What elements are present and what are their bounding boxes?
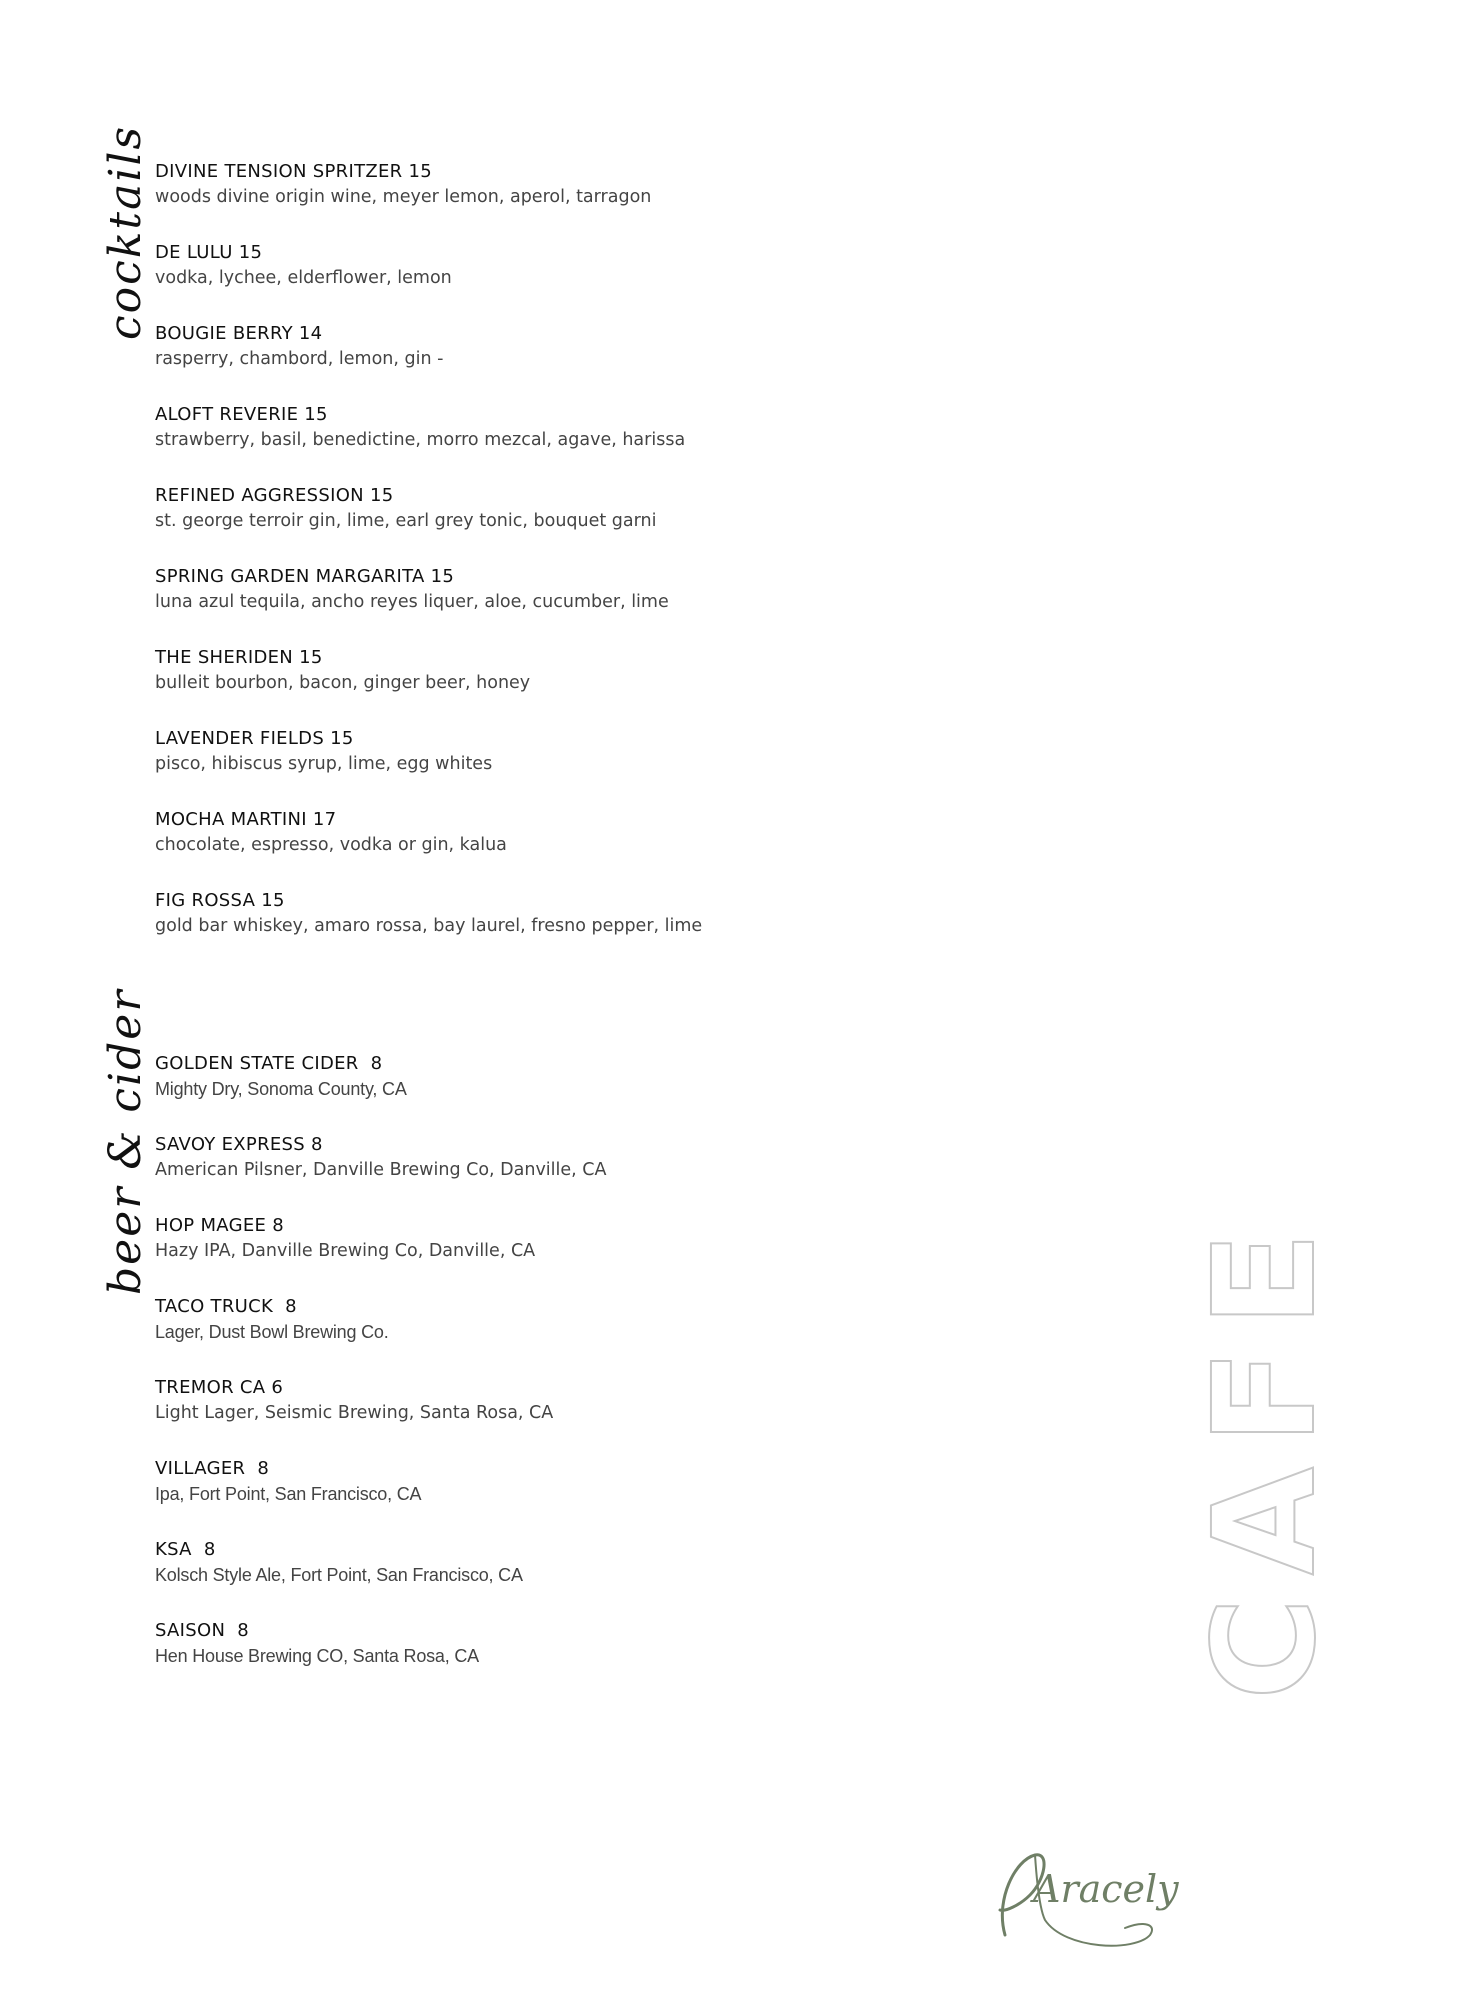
- menu-item: [155, 484, 855, 565]
- cafe-watermark-text: CAFE: [1184, 1209, 1347, 1700]
- item-name: HOP MAGEE 8: [155, 1215, 284, 1236]
- menu-item: [155, 160, 855, 241]
- item-name: DIVINE TENSION SPRITZER 15: [155, 161, 432, 182]
- item-description: Lager, Dust Bowl Brewing Co.: [155, 1322, 389, 1342]
- item-description: luna azul tequila, ancho reyes liquer, aloe, cucumber, lime: [155, 592, 669, 612]
- menu-item: [155, 1052, 855, 1133]
- item-name: GOLDEN STATE CIDER 8: [155, 1053, 383, 1074]
- item-description: st. george terroir gin, lime, earl grey tonic, bouquet garni: [155, 511, 657, 531]
- item-name: VILLAGER 8: [155, 1458, 270, 1479]
- item-name: REFINED AGGRESSION 15: [155, 485, 394, 506]
- item-description: Hazy IPA, Danville Brewing Co, Danville, CA: [155, 1241, 536, 1261]
- menu-item: [155, 727, 855, 808]
- menu-item: [155, 565, 855, 646]
- item-name: MOCHA MARTINI 17: [155, 809, 337, 830]
- item-description: Ipa, Fort Point, San Francisco, CA: [155, 1484, 422, 1504]
- item-description: vodka, lychee, elderflower, lemon: [155, 268, 452, 288]
- item-description: gold bar whiskey, amaro rossa, bay laurel, fresno pepper, lime: [155, 916, 703, 936]
- menu-item: [155, 808, 855, 889]
- item-name: SAISON 8: [155, 1620, 250, 1641]
- item-name: TACO TRUCK 8: [155, 1296, 297, 1317]
- item-description: Hen House Brewing CO, Santa Rosa, CA: [155, 1646, 479, 1666]
- item-name: SAVOY EXPRESS 8: [155, 1134, 323, 1155]
- menu-item: [155, 1619, 855, 1700]
- cocktails-section-title: cocktails: [100, 124, 151, 340]
- item-description: American Pilsner, Danville Brewing Co, Danville, CA: [155, 1160, 607, 1180]
- menu-item: [155, 646, 855, 727]
- menu-item: [155, 241, 855, 322]
- item-name: ALOFT REVERIE 15: [155, 404, 328, 425]
- menu-item: [155, 1457, 855, 1538]
- beer-cider-list: [155, 1052, 855, 1700]
- item-name: TREMOR CA 6: [155, 1377, 284, 1398]
- item-description: Mighty Dry, Sonoma County, CA: [155, 1079, 407, 1099]
- item-description: pisco, hibiscus syrup, lime, egg whites: [155, 754, 493, 774]
- menu-item: [155, 889, 855, 970]
- cafe-watermark: [1098, 970, 1458, 1700]
- aracely-logo: [975, 1840, 1179, 1955]
- item-name: LAVENDER FIELDS 15: [155, 728, 354, 749]
- item-description: strawberry, basil, benedictine, morro mezcal, agave, harissa: [155, 430, 686, 450]
- menu-item: [155, 1295, 855, 1376]
- beer-cider-section-title: beer & cider: [100, 988, 151, 1295]
- menu-item: [155, 1133, 855, 1214]
- menu-item: [155, 403, 855, 484]
- item-description: Light Lager, Seismic Brewing, Santa Rosa, CA: [155, 1403, 554, 1423]
- logo-wordmark: Aracely: [1033, 1867, 1179, 1911]
- menu-item: [155, 1214, 855, 1295]
- item-name: FIG ROSSA 15: [155, 890, 285, 911]
- item-name: BOUGIE BERRY 14: [155, 323, 323, 344]
- cocktail-list: [155, 160, 855, 970]
- item-description: rasperry, chambord, lemon, gin -: [155, 349, 444, 369]
- item-name: THE SHERIDEN 15: [155, 647, 323, 668]
- menu-item: [155, 1376, 855, 1457]
- item-name: DE LULU 15: [155, 242, 263, 263]
- item-description: woods divine origin wine, meyer lemon, aperol, tarragon: [155, 187, 652, 207]
- item-name: KSA 8: [155, 1539, 216, 1560]
- item-name: SPRING GARDEN MARGARITA 15: [155, 566, 455, 587]
- menu-item: [155, 1538, 855, 1619]
- item-description: bulleit bourbon, bacon, ginger beer, honey: [155, 673, 531, 693]
- item-description: Kolsch Style Ale, Fort Point, San Francisco, CA: [155, 1565, 523, 1585]
- menu-item: [155, 322, 855, 403]
- item-description: chocolate, espresso, vodka or gin, kalua: [155, 835, 507, 855]
